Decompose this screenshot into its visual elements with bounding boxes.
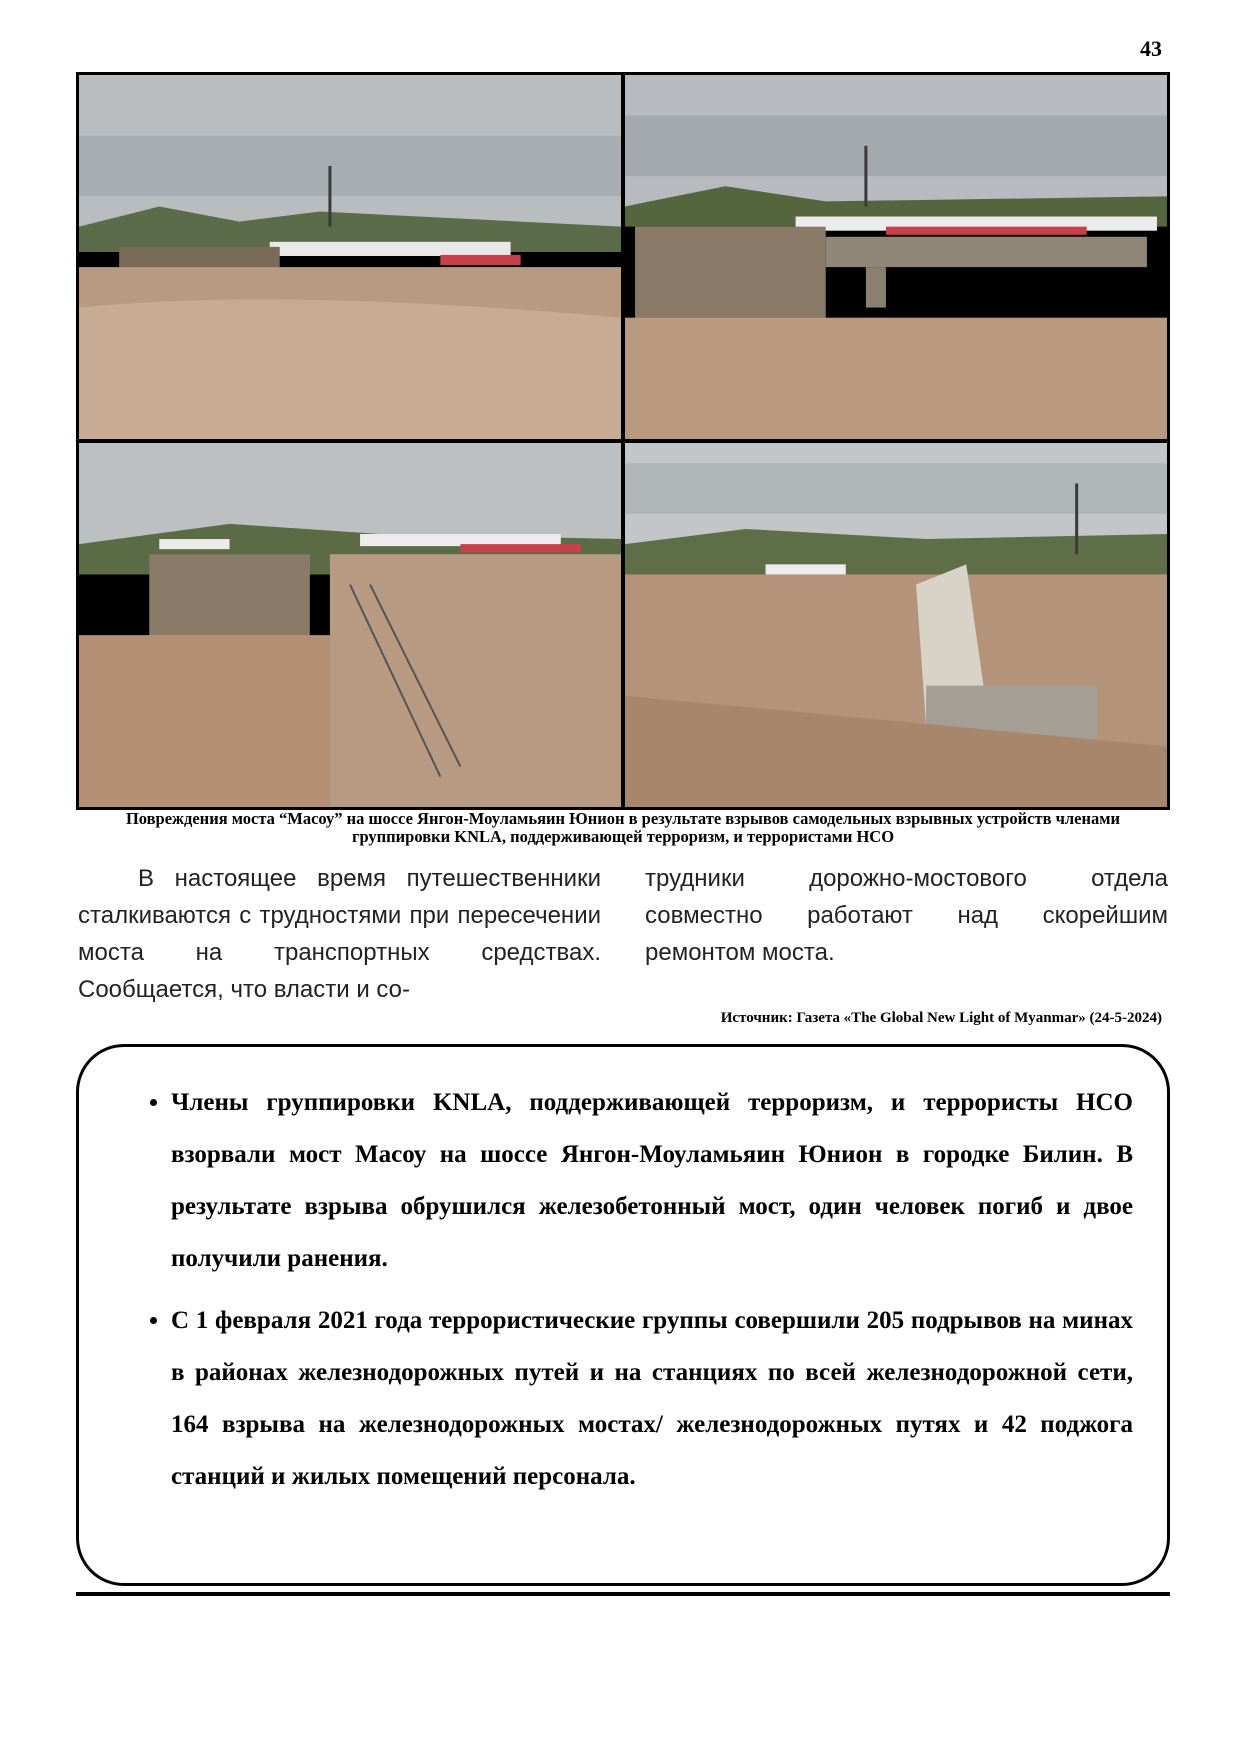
- bridge-photo-1: [79, 75, 621, 439]
- bridge-photo-2: [625, 75, 1167, 439]
- article-column-left: [78, 860, 601, 1008]
- article-paragraph-right: трудники дорожно-мостового отдела совместно работают над скорейшим ремонтом моста.: [645, 865, 1168, 966]
- bridge-photo-3: [79, 443, 621, 807]
- summary-bullet-2: • С 1 февраля 2021 года террористические группы совершили 205 подрывов на минах в районах железнодорожных путей и на станциях по всей железнодорожной сети, 164 взрыва на железнодорожных мостах/ железнодорожных путях и 42 поджога станций и жилых помещений персонала.: [171, 1295, 1133, 1503]
- photo-grid: [76, 72, 1170, 810]
- article-column-right: [645, 860, 1168, 1008]
- summary-list: [125, 1077, 1133, 1503]
- summary-bullet-1: • Члены группировки KNLA, поддерживающей терроризм, и террористы НСО взорвали мост Масоу на шоссе Янгон-Моуламьяин Юнион в городке Билин. В результате взрыва обрушился железобетонный мост, один человек погиб и двое получили ранения.: [171, 1077, 1133, 1285]
- article-paragraph-left: В настоящее время путешественники сталкиваются с трудностями при пересечении моста на транспортных средствах. Сообщается, что власти и со-: [78, 865, 601, 1003]
- bridge-photo-4: [625, 443, 1167, 807]
- photo-caption: Повреждения моста “Масоу” на шоссе Янгон-Моуламьяин Юнион в результате взрывов самодельных взрывных устройств членами группировки KNLA, поддерживающей терроризм, и террористами НСО: [125, 809, 1121, 846]
- bottom-divider: [76, 1592, 1170, 1596]
- source-credit: Источник: Газета «The Global New Light of Myanmar» (24-5-2024): [720, 1010, 1162, 1026]
- page-number: 43: [1140, 36, 1162, 61]
- article-columns: [78, 860, 1168, 1008]
- summary-box: [76, 1044, 1170, 1586]
